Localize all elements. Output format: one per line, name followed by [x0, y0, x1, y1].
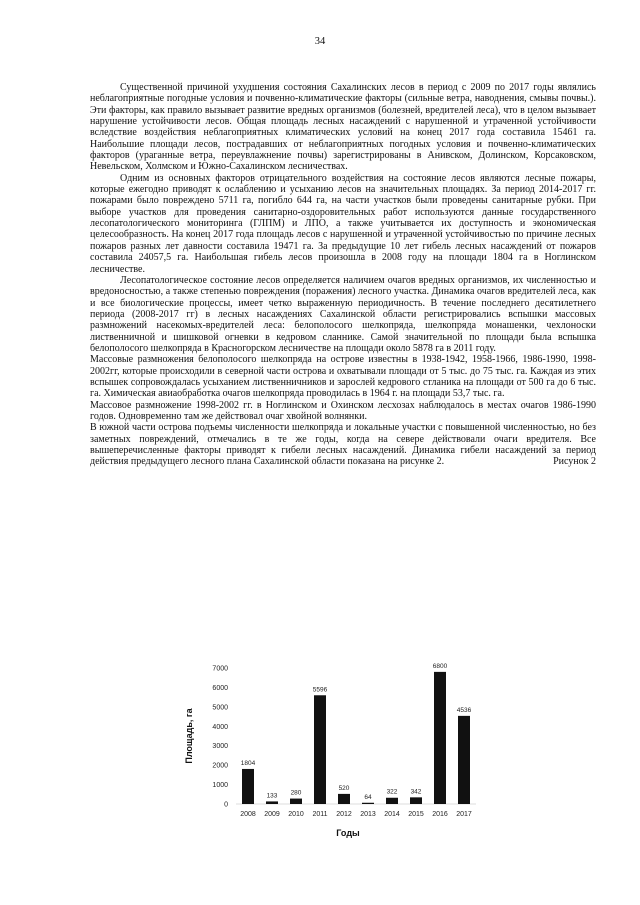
- bar-value-label-2017: 4536: [456, 706, 472, 714]
- paragraph-weather-factors: Существенной причиной ухудшения состояния Сахалинских лесов в период с 2009 по 2017 годы являлись неблагоприятные погодные условия и почвенно-климатические факторы (сильные ветра, наводнения, смывы почвы.). Эти факторы, как правило вызывает развитие вредных организмов (болезней, вредителей леса), что в целом вызывает нарушение устойчивости лесов. Общая площадь лесных насаждений с нарушенной и утраченной устойчивости вследствие воздействия неблагоприятных климатических условий на конец 2017 года составила 15461 га. Наибольшие площади лесов, пострадавших от неблагоприятных погодных условия и почвенно-климатических факторов (ураганные ветра, переувлажнение почвы) зарегистрированы в Анивском, Долинском, Корсаковском, Невельском, Холмском и Южно-Сахалинском лесничествах.: [90, 82, 596, 173]
- y-tick-label: 3000: [212, 743, 228, 751]
- bar-2013: [362, 803, 374, 804]
- x-tick-label: 2013: [360, 811, 376, 818]
- y-axis-title: Площадь, га: [184, 708, 194, 764]
- page-number: 34: [314, 36, 326, 47]
- y-tick-label: 2000: [212, 762, 228, 770]
- y-tick-label: 5000: [212, 704, 228, 712]
- bar-2011: [314, 695, 326, 804]
- paragraph-mass-reproduction: Массовое размножение 1998-2002 гг. в Ноглинском и Охинском лесхозах наблюдалось в местах очагов 1986-1990 годов. Одновременно там же действовал очаг хвойной волнянки.: [90, 399, 596, 422]
- paragraph-south-island-text: В южной части острова подъемы численности шелкопряда и локальные участки с повышенной численностью, но без заметных повреждений, отмечались в те же годы, когда на севере действовали очаги вредителя. Все вышеперечисленные факторы приводят к гибели лесных насаждений. Динамика гибели насаждений за период действия предыдущего лесного плана Сахалинской области показана на рисунке 2.: [90, 422, 596, 468]
- x-tick-label: 2008: [240, 811, 256, 818]
- x-tick-label: 2012: [336, 811, 352, 818]
- bar-value-label-2009: 133: [266, 792, 278, 800]
- bar-2014: [386, 798, 398, 804]
- x-tick-label: 2017: [456, 811, 472, 818]
- body-text: [90, 82, 596, 468]
- bar-2009: [266, 801, 278, 804]
- bar-chart-svg: [178, 656, 478, 856]
- x-tick-label: 2009: [264, 811, 280, 818]
- bar-value-label-2016: 6800: [432, 662, 448, 670]
- bar-value-label-2015: 342: [410, 788, 422, 796]
- x-tick-label: 2014: [384, 811, 400, 818]
- bar-value-label-2012: 520: [338, 784, 350, 792]
- bar-2010: [290, 799, 302, 804]
- bar-2008: [242, 769, 254, 804]
- bar-2012: [338, 794, 350, 804]
- y-tick-label: 4000: [212, 723, 228, 731]
- paragraph-south-island: [90, 422, 596, 467]
- forest-loss-chart: [178, 656, 478, 856]
- y-tick-label: 1000: [212, 782, 228, 790]
- figure-reference: Рисунок 2: [553, 456, 596, 468]
- y-tick-label: 7000: [212, 665, 228, 673]
- bar-value-label-2008: 1804: [240, 759, 256, 767]
- y-tick-label: 6000: [212, 684, 228, 692]
- x-tick-label: 2011: [312, 811, 328, 818]
- bar-2016: [434, 672, 446, 804]
- x-axis-title: Годы: [336, 828, 360, 838]
- x-tick-label: 2015: [408, 811, 424, 818]
- paragraph-forest-fires: Одним из основных факторов отрицательного воздействия на состояние лесов являются лесные пожары, которые ежегодно приводят к ослаблению и усыханию лесов на значительных площадях. За период 2014-2017 гг. пожарами было повреждено 5711 га, погибло 644 га, на части участков были проведены санитарные рубки. При выборе участков для проведения санитарно-оздоровительных работ используются данные государственного лесопатологического мониторинга (ГЛПМ) и ЛПО, а также учитывается их доступность и экономическая целесообразность. На конец 2017 года площадь лесов с нарушенной и утраченной устойчивостью по причине лесных пожаров разных лет давности составила 19471 га. За предыдущие 10 лет гибель лесных насаждений от пожаров составила 24057,5 га. Наибольшая гибель лесов произошла в 2008 году на площади 1804 га в Ноглинском лесничестве.: [90, 172, 596, 275]
- x-tick-label: 2010: [288, 811, 304, 818]
- y-tick-label: 0: [224, 801, 228, 809]
- bar-value-label-2013: 64: [364, 793, 372, 801]
- bar-2015: [410, 797, 422, 804]
- bar-value-label-2011: 5596: [312, 686, 328, 694]
- x-tick-label: 2016: [432, 811, 448, 818]
- bar-value-label-2010: 280: [290, 789, 302, 797]
- paragraph-pest-dynamics: Лесопатологическое состояние лесов определяется наличием очагов вредных организмов, их численностью и вредоносностью, а также степенью повреждения (поражения) лесного участка. Динамика очагов вредителей леса, как и все биологические процессы, имеет четко выраженную периодичность. В течение последнего десятилетнего периода (2008-2017 гг) в лесных насаждениях Сахалинской области регистрировались вспышки массовых размножений насекомых-вредителей леса: белополосого шелкопряда, шелкопряда монашенки, чехлоноски лиственничной и шишковой огневки в кедровом сланнике. Самой значительной по площади была вспышка белополосого шелкопряда в Красногорском лесничестве на площади около 5878 га в 2011 году.: [90, 274, 596, 354]
- bar-value-label-2014: 322: [386, 788, 398, 796]
- bar-2017: [458, 716, 470, 804]
- paragraph-silkworm-history: Массовые размножения белополосого шелкопряда на острове известны в 1938-1942, 1958-1966, 1986-1990, 1998-2002гг, которые происходили в северной части острова и охватывали площади от 5 тыс. до 75 тыс. га. Каждая из этих вспышек сопровождалась усыханием лиственничников и зарослей кедрового стланика на площади от 500 га до 6 тыс. га. Химическая авиаобработка очагов шелкопряда проводилась в 1964 г. на площади 53,7 тыс. га.: [90, 354, 596, 400]
